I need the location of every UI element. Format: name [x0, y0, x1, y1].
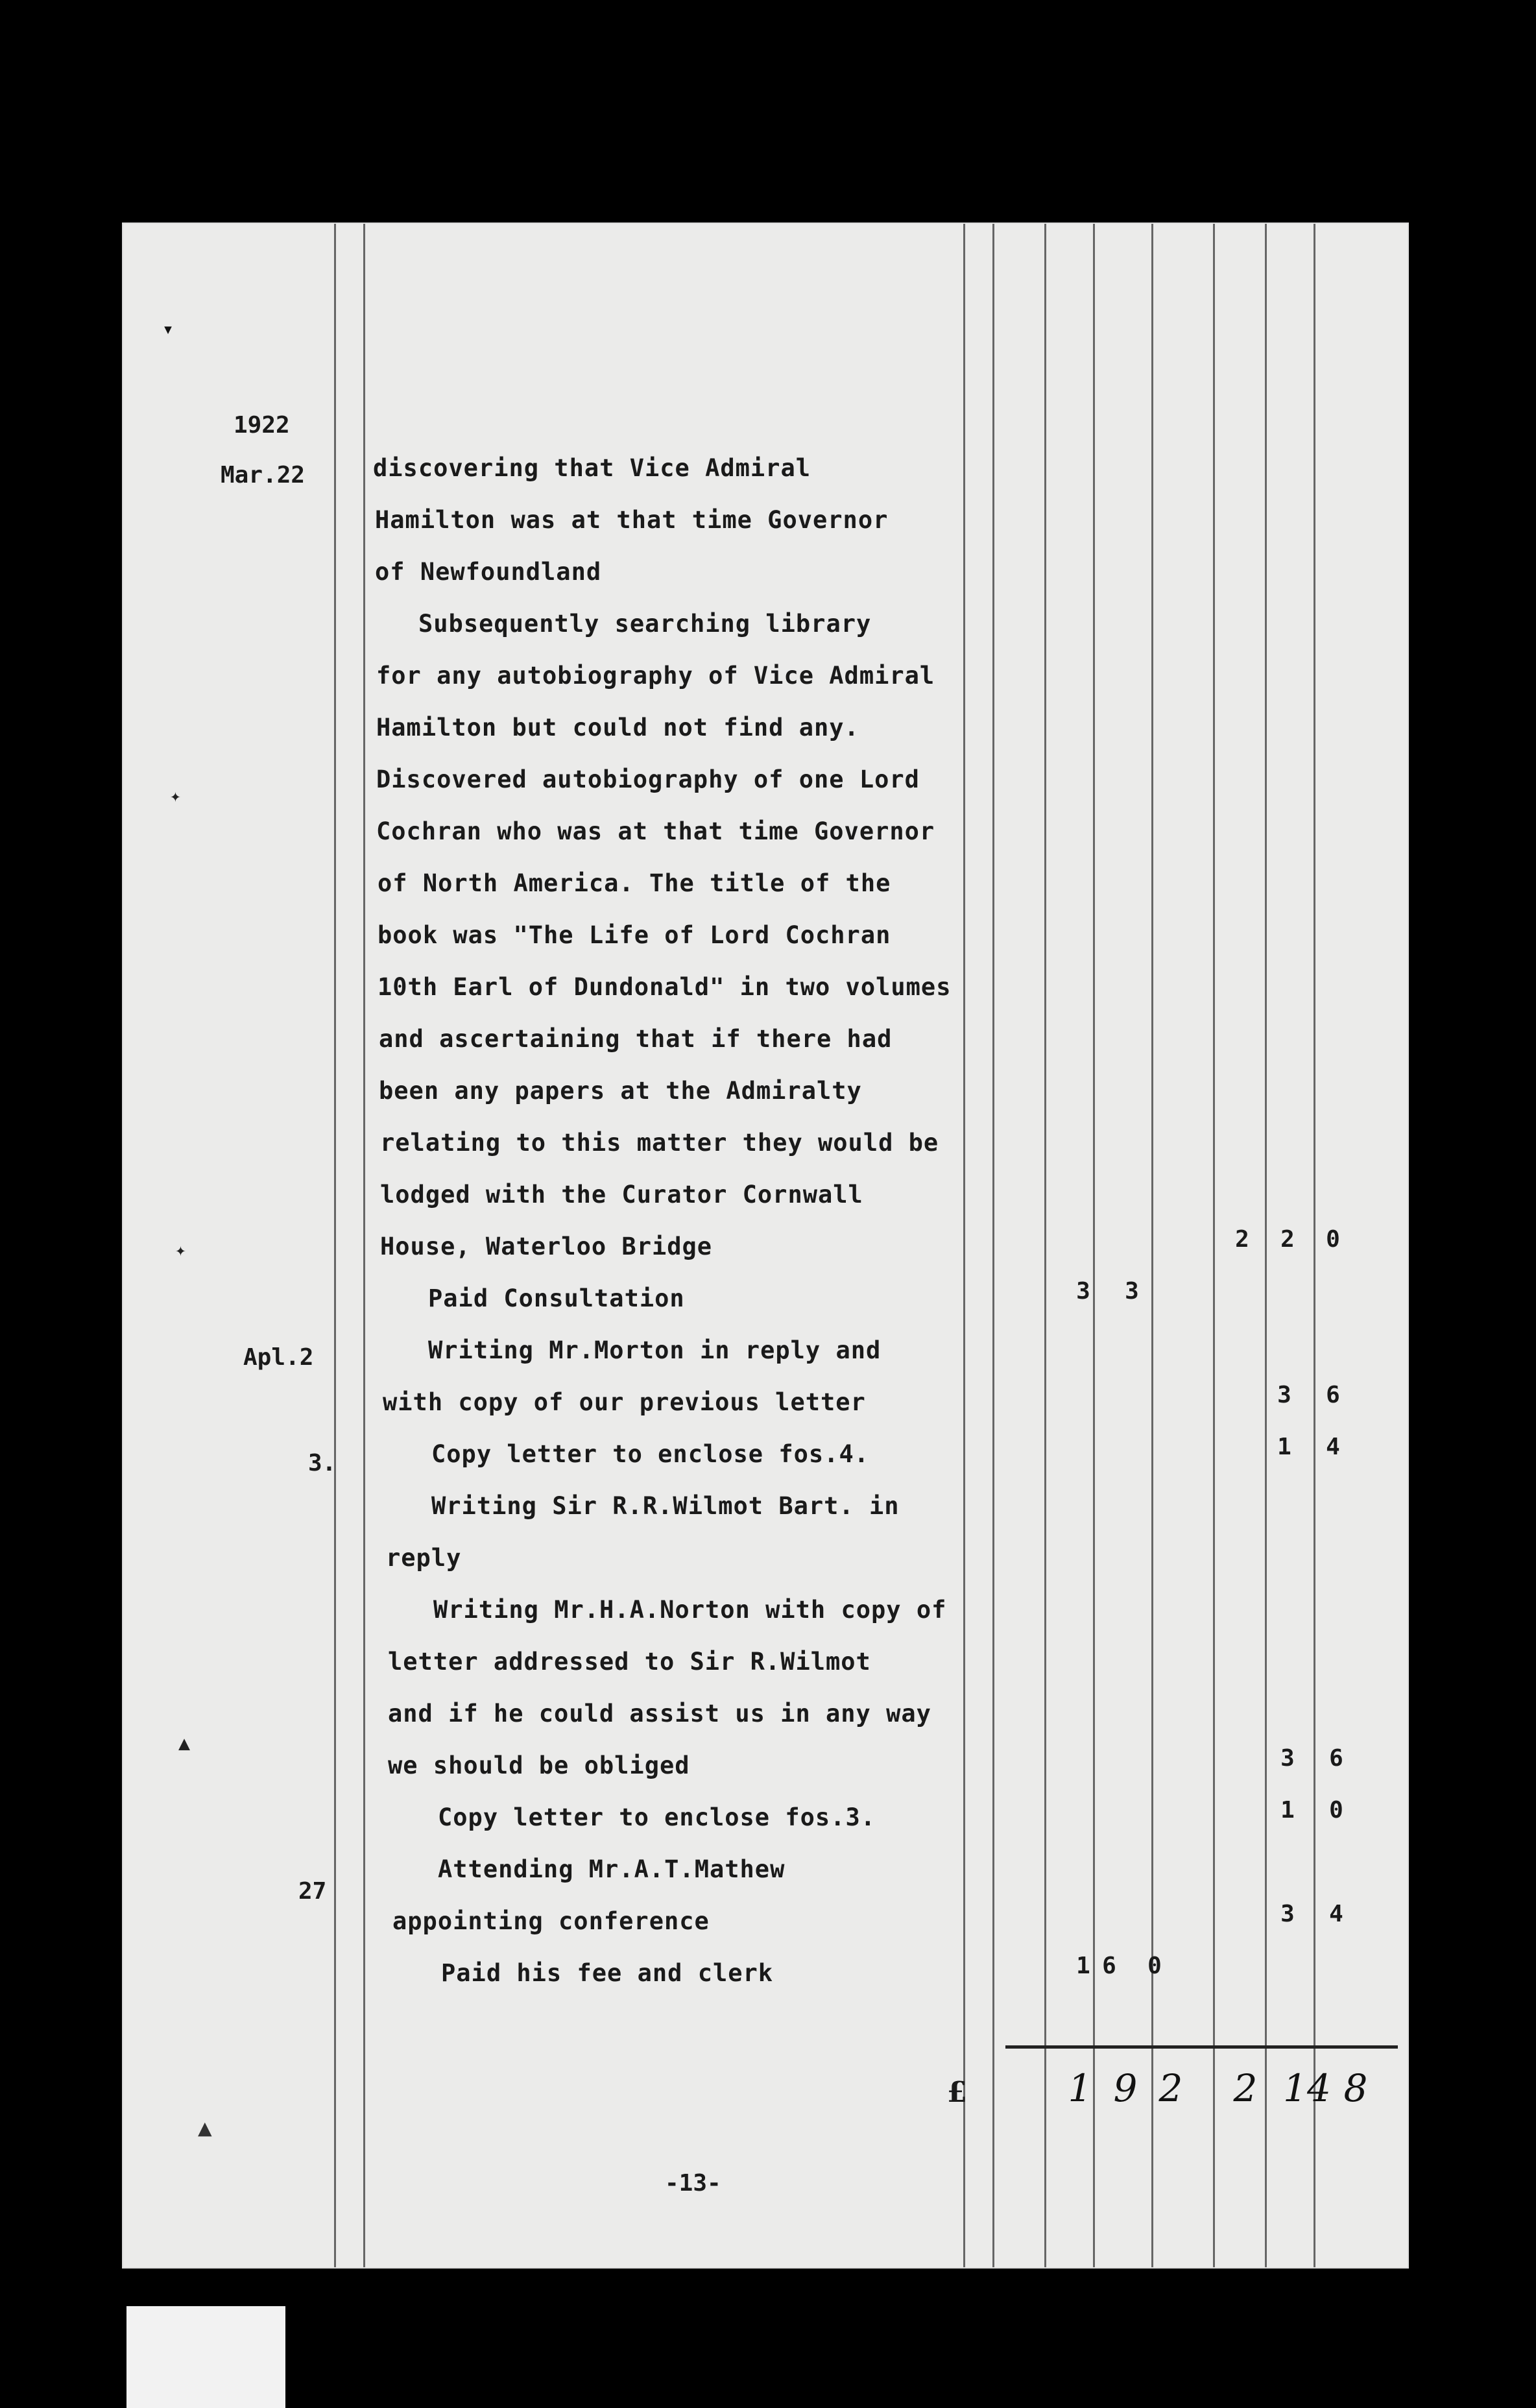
entry-line: Copy letter to enclose fos.3.: [438, 1803, 876, 1831]
entry-line: of North America. The title of the: [378, 869, 891, 897]
amount-shillings: 3: [1125, 1278, 1139, 1305]
amount-pounds: 2: [1235, 1226, 1249, 1253]
entry-line: appointing conference: [392, 1907, 710, 1935]
binding-mark: ▾: [162, 318, 174, 341]
entry-line: Hamilton was at that time Governor: [375, 506, 889, 534]
amount-shillings: 1: [1280, 1797, 1295, 1824]
entry-line: lodged with the Curator Cornwall: [380, 1181, 863, 1209]
total-disbursement-shillings: 9: [1113, 2066, 1138, 2110]
amount-pence: 4: [1329, 1901, 1343, 1927]
binding-mark: ✦: [175, 1239, 186, 1260]
entry-line: Writing Mr.H.A.Norton with copy of: [433, 1596, 947, 1624]
amount-pounds: 3: [1076, 1278, 1090, 1305]
amount-shillings: 3: [1277, 1382, 1291, 1408]
entry-line: Copy letter to enclose fos.4.: [431, 1440, 870, 1468]
entry-line: 10th Earl of Dundonald" in two volumes: [378, 973, 952, 1001]
entry-line: Paid Consultation: [428, 1284, 685, 1312]
entry-line: Paid his fee and clerk: [441, 1959, 774, 1987]
total-fees-shillings: 14: [1283, 2066, 1331, 2110]
amount-pence: 6: [1326, 1382, 1340, 1408]
amount-pence: 0: [1329, 1797, 1343, 1824]
money-column-line-8: [1314, 224, 1315, 2267]
entry-line: Discovered autobiography of one Lord: [376, 765, 920, 793]
entry-line: book was "The Life of Lord Cochran: [378, 921, 891, 949]
money-column-line-3: [1044, 224, 1046, 2267]
entry-line: Writing Sir R.R.Wilmot Bart. in: [431, 1492, 900, 1520]
pound-sign: £: [947, 2076, 967, 2109]
money-column-line-2: [992, 224, 994, 2267]
amount-pence: 6: [1329, 1745, 1343, 1772]
amount-shillings: 2: [1280, 1226, 1295, 1253]
money-column-line-1: [963, 224, 965, 2267]
entry-line: Cochran who was at that time Governor: [376, 817, 935, 845]
binding-mark: ▲: [198, 2115, 212, 2141]
page-number: -13-: [665, 2170, 721, 2197]
amount-shillings: 6: [1102, 1953, 1116, 1979]
amount-pence: 4: [1326, 1434, 1340, 1460]
total-disbursement-pence: 2: [1158, 2066, 1183, 2110]
total-fees-pounds: 2: [1233, 2066, 1258, 2110]
entry-line: and ascertaining that if there had: [379, 1025, 893, 1053]
date-label: 27: [298, 1878, 327, 1905]
entry-line: letter addressed to Sir R.Wilmot: [388, 1648, 871, 1676]
total-fees-pence: 8: [1343, 2066, 1368, 2110]
date-label: Mar.22: [221, 462, 306, 488]
year-label: 1922: [234, 412, 290, 439]
margin-line-left-2: [363, 224, 365, 2267]
money-column-line-6: [1213, 224, 1215, 2267]
binding-mark: ✦: [170, 785, 181, 806]
ledger-page: [123, 224, 1408, 2267]
date-label: 3.: [308, 1450, 337, 1476]
entry-line: Hamilton but could not find any.: [376, 714, 859, 741]
entry-line: we should be obliged: [388, 1752, 690, 1779]
white-paper-corner: [126, 2306, 285, 2408]
margin-line-left: [334, 224, 336, 2267]
entry-line: and if he could assist us in any way: [388, 1700, 931, 1728]
total-rule: [1005, 2045, 1398, 2049]
entry-line: of Newfoundland: [375, 558, 602, 586]
entry-line: with copy of our previous letter: [383, 1388, 866, 1416]
total-disbursement-pounds: 1: [1068, 2066, 1092, 2110]
amount-pence: 0: [1147, 1953, 1162, 1979]
amount-shillings: 3: [1280, 1745, 1295, 1772]
date-label: Apl.2: [243, 1344, 314, 1371]
entry-line: Writing Mr.Morton in reply and: [428, 1336, 882, 1364]
amount-pence: 0: [1326, 1226, 1340, 1253]
money-column-line-7: [1265, 224, 1267, 2267]
amount-shillings: 3: [1280, 1901, 1295, 1927]
entry-line: Subsequently searching library: [418, 610, 872, 638]
entry-line: for any autobiography of Vice Admiral: [376, 662, 935, 690]
entry-line: reply: [386, 1544, 462, 1572]
entry-line: relating to this matter they would be: [380, 1129, 939, 1157]
entry-line: discovering that Vice Admiral: [373, 454, 811, 482]
binding-mark: ▲: [178, 1732, 191, 1755]
amount-pounds: 1: [1076, 1953, 1090, 1979]
entry-line: been any papers at the Admiralty: [379, 1077, 862, 1105]
entry-line: Attending Mr.A.T.Mathew: [438, 1855, 786, 1883]
amount-shillings: 1: [1277, 1434, 1291, 1460]
entry-line: House, Waterloo Bridge: [380, 1233, 713, 1260]
